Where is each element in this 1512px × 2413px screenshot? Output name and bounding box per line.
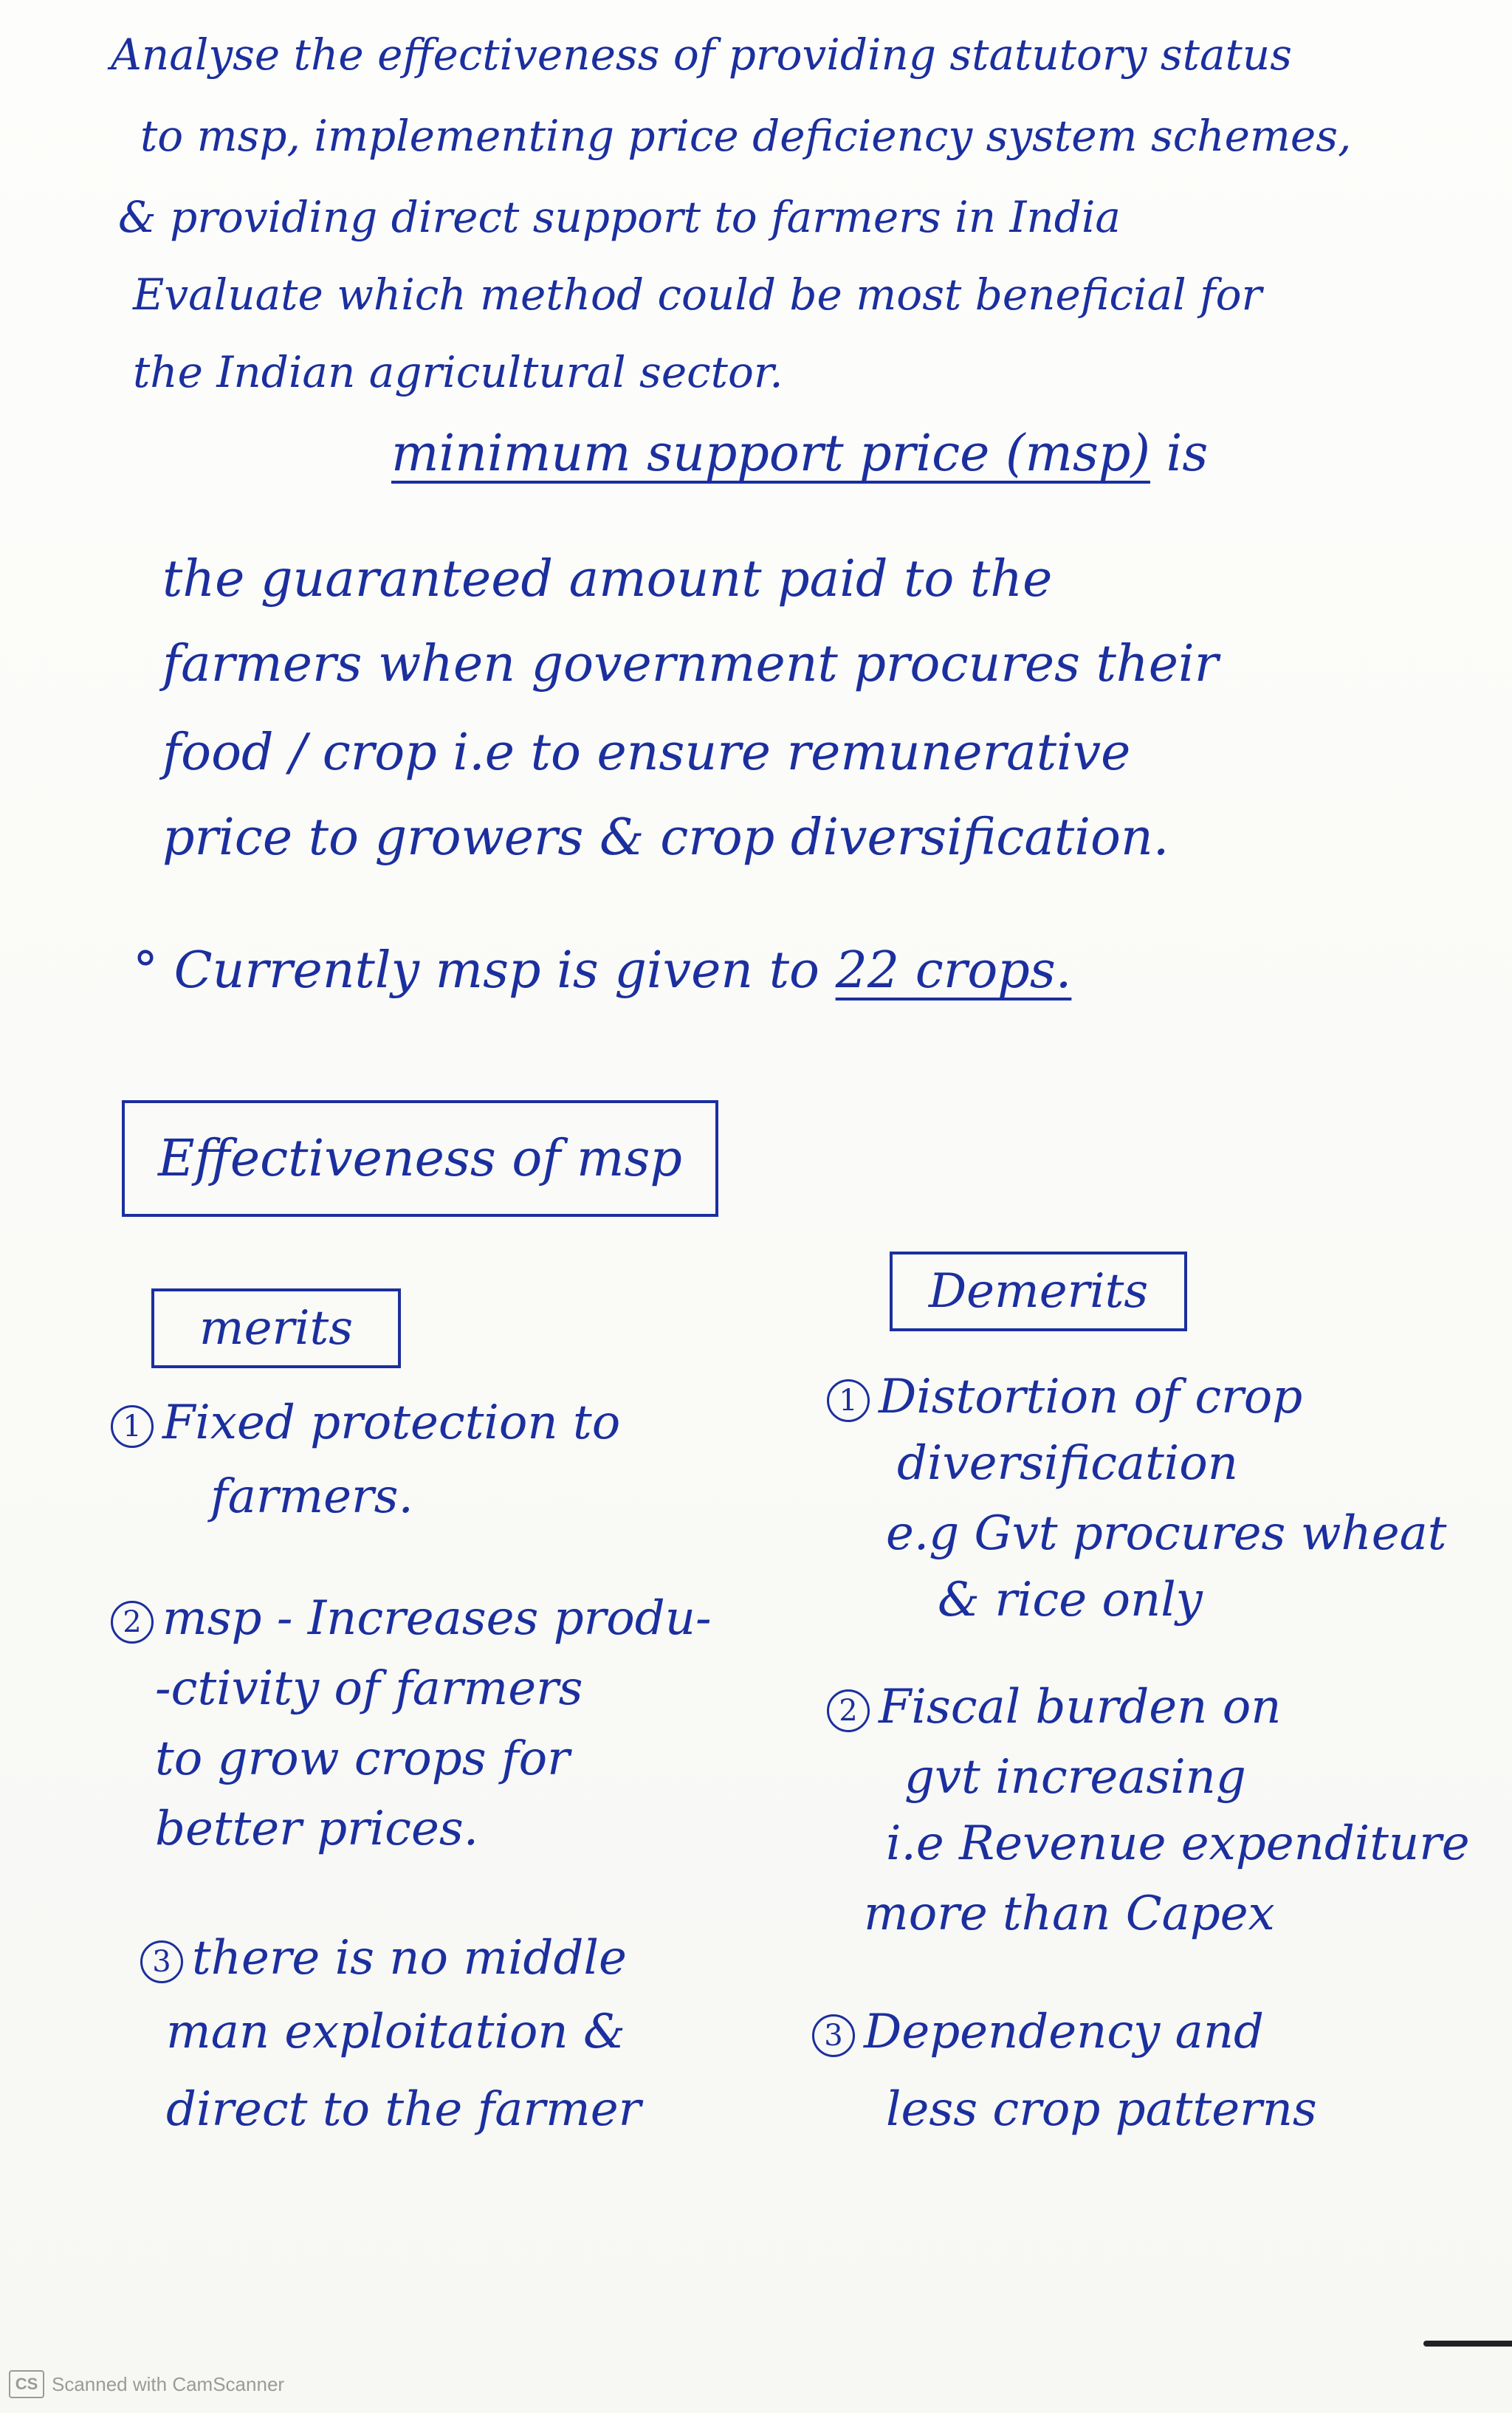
merit-2-line-1 — [111, 1591, 712, 1646]
demerit-3-line-2: less crop patterns — [886, 2082, 1317, 2137]
demerits-heading-box — [890, 1252, 1187, 1331]
demerit-2-line-4: more than Capex — [864, 1887, 1275, 1941]
question-line-4: Evaluate which method could be most beneficial for — [133, 270, 1262, 320]
demerit-2-line-1 — [827, 1680, 1281, 1734]
question-line-5: the Indian agricultural sector. — [133, 347, 783, 397]
crops-count: 22 crops. — [835, 941, 1072, 1000]
merit-3-line-2: man exploitation & — [166, 2005, 625, 2059]
scanner-footer — [9, 2370, 284, 2398]
demerit-3-line-1 — [812, 2005, 1264, 2059]
merit-3-text-1: there is no middle — [192, 1931, 627, 1985]
merit-1-text-1: Fixed protection to — [162, 1396, 621, 1450]
msp-term: minimum support price (msp) — [391, 425, 1150, 483]
merit-1-line-1 — [111, 1396, 620, 1450]
demerit-1-line-2: diversification — [897, 1436, 1238, 1491]
camscanner-logo-icon: CS — [9, 2370, 44, 2398]
scanner-footer-text: Scanned with CamScanner — [52, 2372, 285, 2395]
demerit-2-number: 2 — [827, 1689, 870, 1732]
question-line-3: & providing direct support to farmers in India — [118, 192, 1121, 242]
scan-edge-mark — [1423, 2341, 1512, 2347]
demerit-2-line-3: i.e Revenue expenditure — [886, 1816, 1470, 1871]
merit-2-number: 2 — [111, 1601, 154, 1644]
demerit-2-line-2: gvt increasing — [904, 1750, 1246, 1805]
merit-2-line-4: better prices. — [155, 1802, 479, 1856]
merit-3-number: 3 — [140, 1940, 183, 1983]
merit-2-line-3: to grow crops for — [155, 1731, 570, 1786]
demerit-3-number: 3 — [812, 2014, 855, 2057]
intro-line-3: farmers when government procures their — [162, 635, 1219, 693]
effectiveness-heading: Effectiveness of msp — [158, 1129, 682, 1188]
merit-3-line-1 — [140, 1931, 627, 1985]
demerit-1-line-3: e.g Gvt procures wheat — [886, 1506, 1447, 1561]
question-line-1: Analyse the effectiveness of providing statutory status — [111, 30, 1292, 80]
merit-1-line-2: farmers. — [210, 1469, 413, 1524]
merits-heading-box — [151, 1288, 401, 1368]
crops-note-text: ° Currently msp is given to — [133, 941, 819, 1000]
demerit-3-text-1: Dependency and — [864, 2005, 1264, 2059]
merit-2-text-1: msp - Increases produ- — [162, 1591, 712, 1646]
demerits-heading: Demerits — [928, 1264, 1149, 1319]
demerit-1-number: 1 — [827, 1379, 870, 1422]
intro-line-1 — [391, 425, 1208, 483]
demerit-1-line-4: & rice only — [938, 1573, 1203, 1627]
merit-3-line-3: direct to the farmer — [166, 2082, 642, 2137]
demerit-2-text-1: Fiscal burden on — [879, 1680, 1282, 1734]
merit-2-line-2: -ctivity of farmers — [155, 1661, 583, 1716]
intro-line-5: price to growers & crop diversification. — [162, 809, 1169, 867]
merit-1-number: 1 — [111, 1405, 154, 1448]
intro-line-4: food / crop i.e to ensure remunerative — [162, 724, 1131, 782]
crops-note — [133, 941, 1071, 1000]
merits-heading: merits — [199, 1301, 354, 1356]
effectiveness-heading-box — [122, 1100, 718, 1217]
demerit-1-text-1: Distortion of crop — [879, 1370, 1303, 1424]
demerit-1-line-1 — [827, 1370, 1302, 1424]
intro-line-1-rest: is — [1166, 425, 1209, 483]
intro-line-2: the guaranteed amount paid to the — [162, 550, 1053, 608]
question-line-2: to msp, implementing price deficiency system schemes, — [140, 111, 1352, 161]
